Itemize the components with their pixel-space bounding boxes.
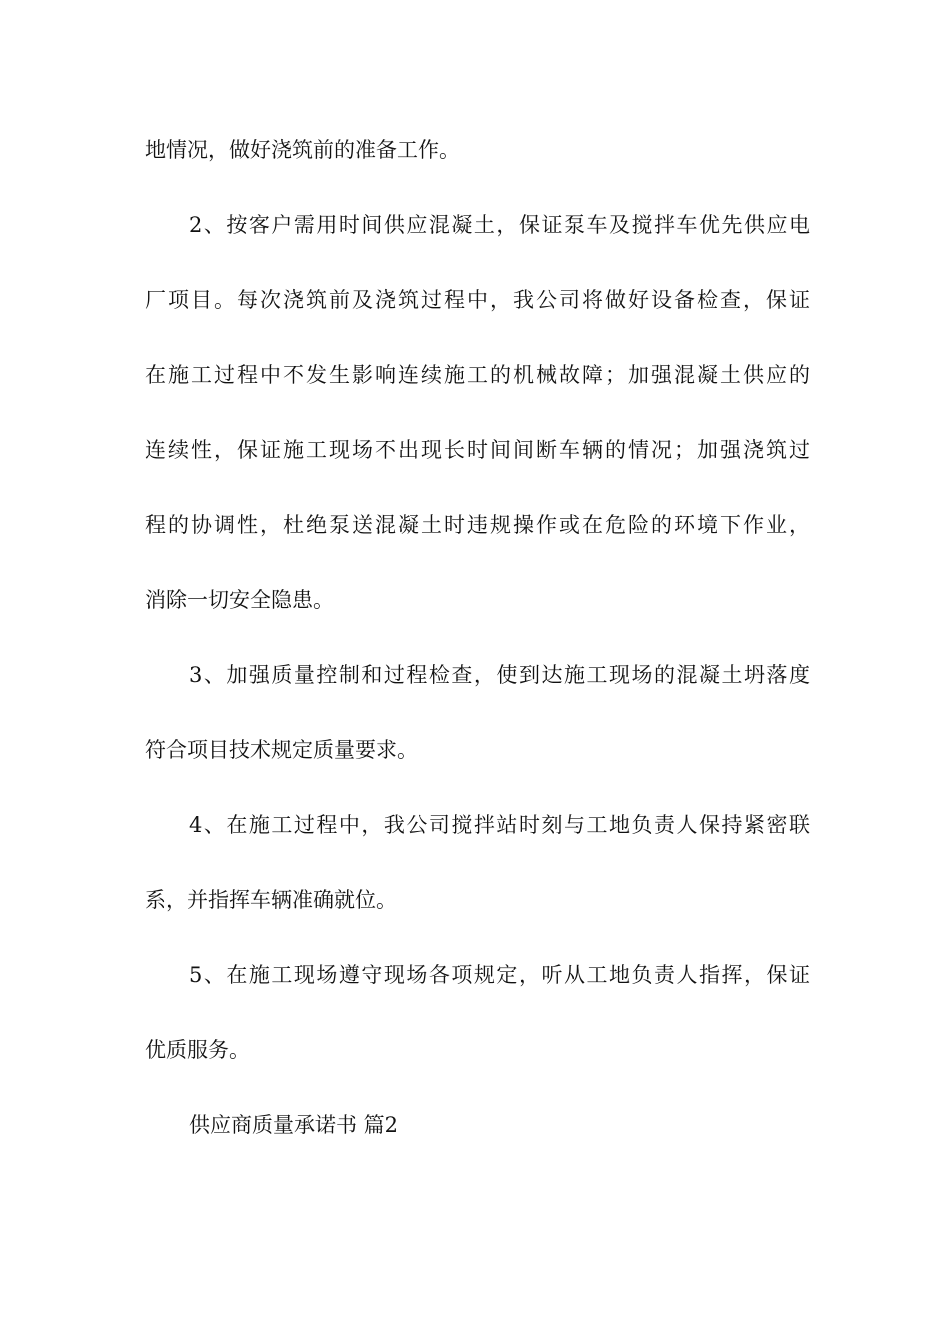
item-2-line-1: 2、按客户需用时间供应混凝土，保证泵车及搅拌车优先供应电 [189, 213, 810, 237]
item-5-line-1: 5、在施工现场遵守现场各项规定，听从工地负责人指挥，保证 [189, 963, 810, 987]
item-2-line-6: 消除一切安全隐患。 [145, 588, 334, 612]
item-4-line-2: 系，并指挥车辆准确就位。 [145, 888, 397, 912]
text-line-1: 地情况，做好浇筑前的准备工作。 [145, 138, 460, 162]
item-3-line-2: 符合项目技术规定质量要求。 [145, 738, 418, 762]
item-2-line-5: 程的协调性，杜绝泵送混凝土时违规操作或在危险的环境下作业， [145, 513, 810, 537]
section-heading: 供应商质量承诺书 篇2 [189, 1113, 399, 1137]
item-4-line-1: 4、在施工过程中，我公司搅拌站时刻与工地负责人保持紧密联 [189, 813, 810, 837]
item-2-line-2: 厂项目。每次浇筑前及浇筑过程中，我公司将做好设备检查，保证 [145, 288, 810, 312]
item-2-line-3: 在施工过程中不发生影响连续施工的机械故障；加强混凝土供应的 [145, 363, 810, 387]
item-3-line-1: 3、加强质量控制和过程检查，使到达施工现场的混凝土坍落度 [189, 663, 810, 687]
item-5-line-2: 优质服务。 [145, 1038, 250, 1062]
item-2-line-4: 连续性，保证施工现场不出现长时间间断车辆的情况；加强浇筑过 [145, 438, 810, 462]
